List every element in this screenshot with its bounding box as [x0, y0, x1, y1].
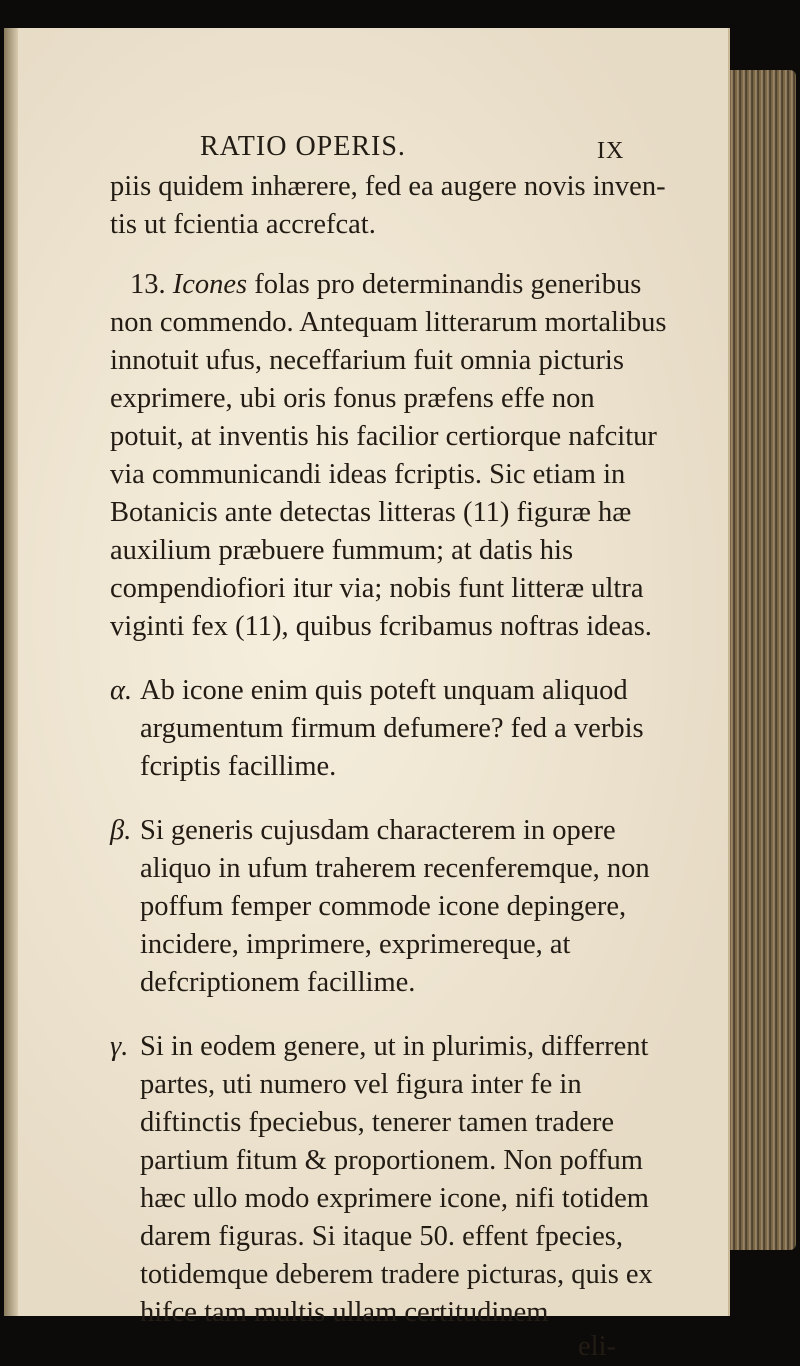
item-marker: β. [110, 815, 132, 846]
section-term: Icones [172, 269, 248, 300]
item-marker: α. [110, 675, 133, 706]
page-number: IX [597, 138, 625, 164]
item-marker: γ. [110, 1031, 129, 1062]
list-item [110, 672, 670, 786]
section-13 [110, 266, 670, 646]
item-text: Si generis cujusdam characterem in opere aliquo in ufum traherem recenferemque, non poffum femper commode icone depingere, incidere, imprimere, exprimereque, at defcriptionem facillime. [140, 815, 650, 998]
page-header [110, 118, 670, 168]
item-text: Ab icone enim quis poteft unquam aliquod argumentum firmum defumere? fed a verbis fcriptis facillime. [140, 675, 644, 782]
list-item [110, 812, 670, 1002]
section-text: folas pro determinandis generibus non commendo. Antequam litterarum mortalibus innotuit ufus, neceffarium fuit omnia picturis exprimere, ubi oris fonus præfens effe non potuit, at inventis his facilior certiorque nafcitur via communicandi ideas fcriptis. Sic etiam in Botanicis ante detectas litteras (11) figuræ hæ auxilium præbuere fummum; at datis his compendiofiori itur via; nobis funt litteræ ultra viginti fex (11), quibus fcribamus noftras ideas. [110, 269, 667, 642]
page-text [110, 118, 670, 1366]
list-item [110, 1028, 670, 1332]
binding-gutter [4, 28, 18, 1316]
page-edges [730, 70, 796, 1250]
opening-paragraph: piis quidem inhærere, fed ea augere novis inven-tis ut fcientia accrefcat. [110, 171, 666, 240]
section-number: 13. [130, 269, 166, 300]
catchword: eli- [578, 1331, 616, 1362]
running-title: RATIO OPERIS. [200, 131, 406, 162]
item-text: Si in eodem genere, ut in plurimis, differrent partes, uti numero vel figura inter fe in diftinctis fpeciebus, tenerer tamen tradere partium fitum & proportionem. Non poffum hæc ullo modo exprimere icone, nifi totidem darem figuras. Si itaque 50. effent fpecies, totidemque deberem tradere picturas, quis ex hifce tam multis ullam certitudinem [140, 1031, 653, 1328]
